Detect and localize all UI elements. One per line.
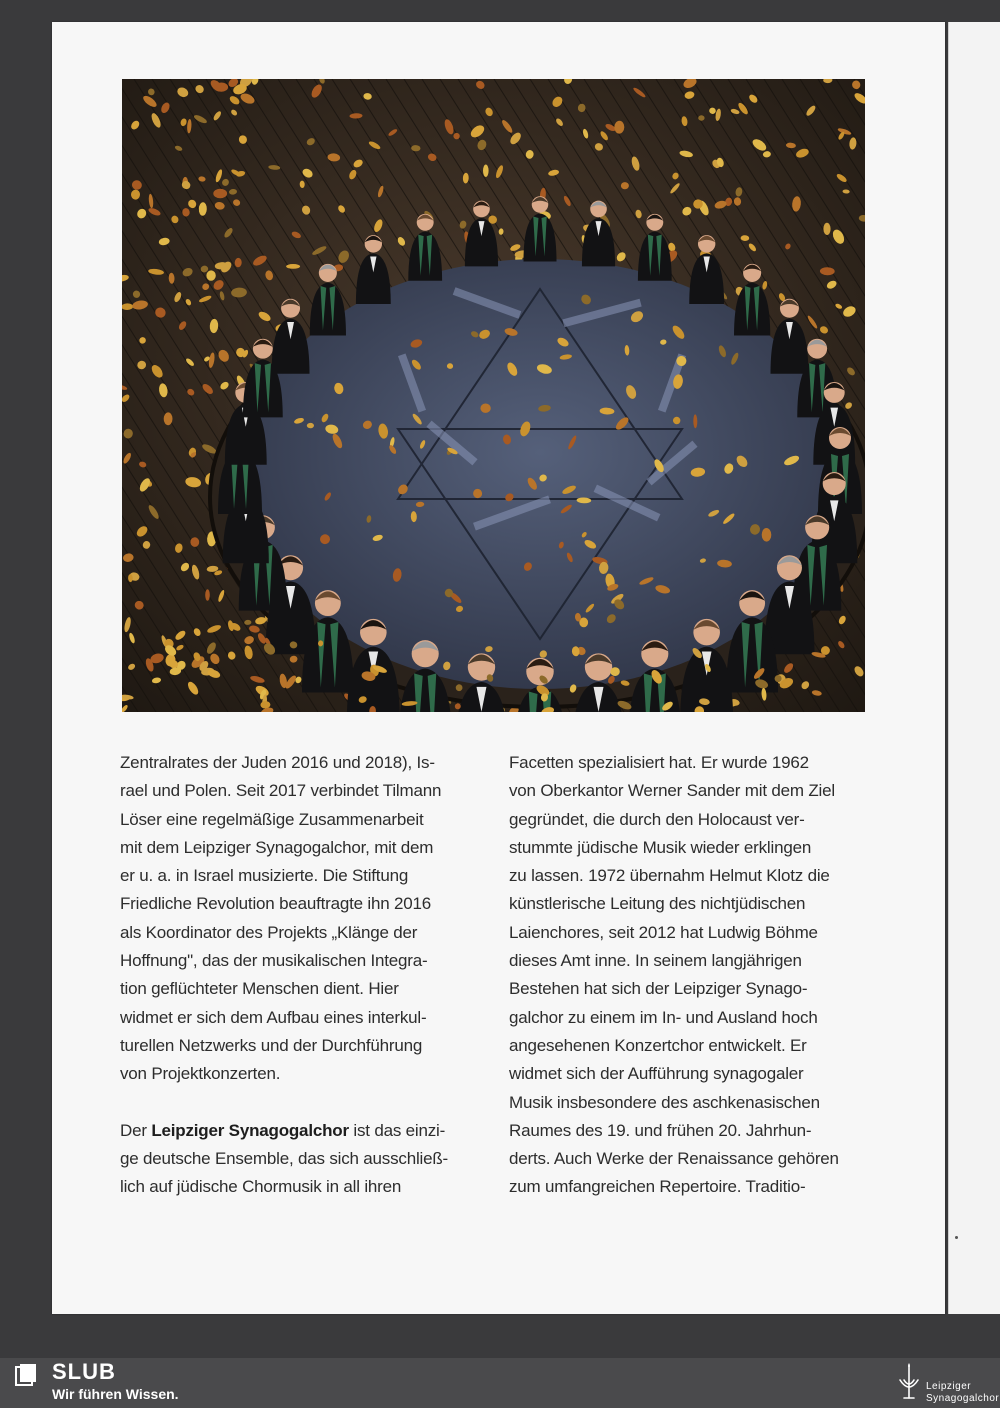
text-segment: ist das einzi- xyxy=(348,1120,446,1140)
text-line: von Oberkantor Werner Sander mit dem Ziel xyxy=(509,781,835,801)
text-line: Zentralrates der Juden 2016 und 2018), Is- xyxy=(120,753,435,772)
text-line: Bestehen hat sich der Leipziger Synago- xyxy=(509,979,808,999)
text-line: rael und Polen. Seit 2017 verbindet Tilmann xyxy=(120,781,442,801)
leaf-shape xyxy=(213,189,227,199)
text-line: Raumes des 19. und frühen 20. Jahrhun- xyxy=(509,1120,812,1140)
text-segment: Der xyxy=(120,1120,152,1140)
text-line: Laienchores, seit 2012 hat Ludwig Böhme xyxy=(509,922,818,942)
text-line: gegründet, die durch den Holocaust ver- xyxy=(509,809,805,829)
partner-line-1: Leipziger xyxy=(926,1381,972,1392)
text-line: widmet er sich dem Aufbau eines interkul- xyxy=(120,1007,427,1027)
text-line: Friedliche Revolution beauftragte ihn 2016 xyxy=(120,894,432,914)
paragraph-loeser xyxy=(120,749,470,1089)
text-line: als Koordinator des Projekts „Klänge der xyxy=(120,922,418,942)
text-line: lich auf jüdische Chormusik in all ihren xyxy=(120,1177,402,1197)
text-line: dieses Amt inne. In seinem langjährigen xyxy=(509,951,802,971)
leaf-shape xyxy=(698,115,704,120)
text-line: derts. Auch Werke der Renaissance gehören xyxy=(509,1149,839,1169)
menorah-logo-icon xyxy=(896,1362,922,1402)
text-line: Musik insbesondere des aschkenasischen xyxy=(509,1092,820,1112)
text-line: von Projektkonzerten. xyxy=(120,1064,281,1084)
text-column-right xyxy=(509,749,859,1202)
text-line: tion geflüchteter Menschen dient. Hier xyxy=(120,979,399,999)
slub-logo-icon[interactable] xyxy=(14,1363,38,1387)
paragraph-synagogalchor xyxy=(120,1117,470,1202)
leaf-shape xyxy=(483,164,489,176)
text-line: Löser eine regelmäßige Zusammenarbeit xyxy=(120,809,424,829)
text-line: zum umfangreichen Repertoire. Traditio- xyxy=(509,1177,806,1197)
text-line: stummte jüdische Musik wieder erklingen xyxy=(509,837,812,857)
text-line: ge deutsche Ensemble, das sich ausschließ- xyxy=(120,1148,448,1168)
choir-name-bold: Leipziger Synagogalchor xyxy=(151,1120,349,1140)
text-line: zu lassen. 1972 übernahm Helmut Klotz die xyxy=(509,866,830,886)
text-line: galchor zu einem im In- und Ausland hoch xyxy=(509,1007,818,1027)
text-line: mit dem Leipziger Synagogalchor, mit dem xyxy=(120,837,434,857)
text-column-left xyxy=(120,749,470,1201)
partner-logo-text xyxy=(926,1381,999,1405)
partner-line-2: Synagogalchor xyxy=(926,1393,1000,1404)
text-line: er u. a. in Israel musizierte. Die Stiftung xyxy=(120,866,409,886)
text-line: Facetten spezialisiert hat. Er wurde 1962 xyxy=(509,753,809,772)
slub-logo-text[interactable]: SLUB xyxy=(52,1359,116,1384)
text-line: künstlerische Leitung des nichtjüdischen xyxy=(509,894,806,914)
next-page-edge xyxy=(948,22,1000,1314)
text-line: turellen Netzwerks und der Durchführung xyxy=(120,1035,423,1055)
paragraph-choir-history xyxy=(509,749,859,1202)
leaf-shape xyxy=(286,264,300,269)
choir-photo xyxy=(122,79,865,712)
text-line: widmet sich der Aufführung synagogaler xyxy=(509,1064,804,1084)
choir-photo-illustration xyxy=(122,79,865,712)
text-line: angesehenen Konzertchor entwickelt. Er xyxy=(509,1035,807,1055)
text-line xyxy=(120,1117,470,1145)
leaf-shape xyxy=(205,589,210,601)
slub-slogan: Wir führen Wissen. xyxy=(52,1386,179,1402)
text-line: Hoffnung", das der musikalischen Integra- xyxy=(120,951,428,971)
page-mark xyxy=(955,1236,958,1239)
